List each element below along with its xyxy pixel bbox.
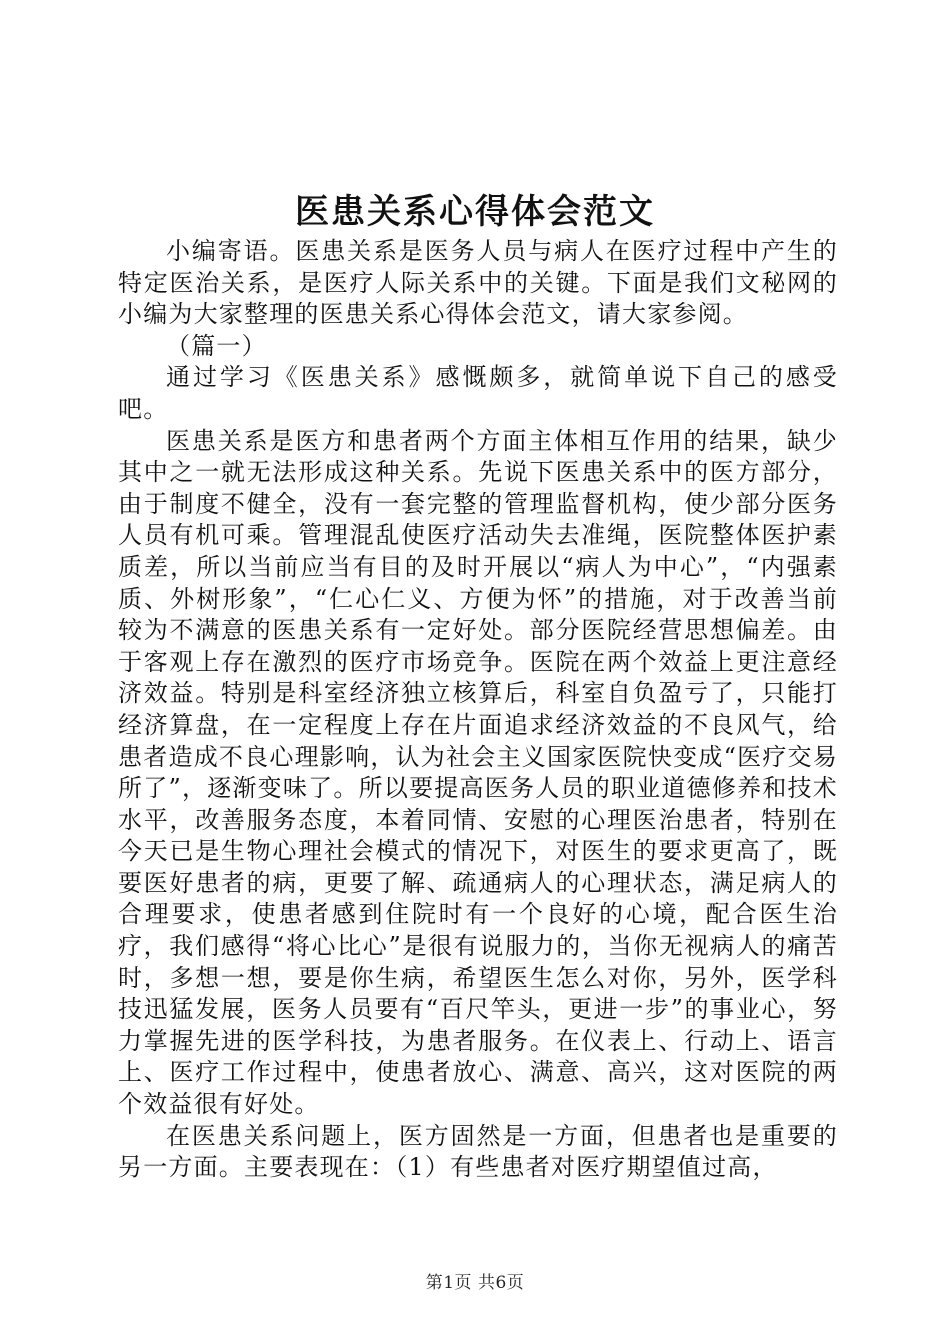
document-title: 医患关系心得体会范文 — [295, 192, 655, 232]
paragraph-main: 医患关系是医方和患者两个方面主体相互作用的结果，缺少其中之一就无法形成这种关系。先说下医患关系中的医方部分，由于制度不健全，没有一套完整的管理监督机构，使少部分医务人员有机可乘。管理混乱使医疗活动失去准绳，医院整体医护素质差，所以当前应当有目的及时开展以“病人为中心”，“内强素质、外树形象”，“仁心仁义、方便为怀”的措施，对于改善当前较为不满意的医患关系有一定好处。部分医院经营思想偏差。由于客观上存在激烈的医疗市场竞争。医院在两个效益上更注意经济效益。特别是科室经济独立核算后，科室自负盈亏了，只能打经济算盘，在一定程度上存在片面追求经济效益的不良风气，给患者造成不良心理影响，认为社会主义国家医院快变成“医疗交易所了”，逐渐变味了。所以要提高医务人员的职业道德修养和技术水平，改善服务态度，本着同情、安慰的心理医治患者，特别在今天已是生物心理社会模式的情况下，对医生的要求更高了，既要医好患者的病，更要了解、疏通病人的心理状态，满足病人的合理要求，使患者感到住院时有一个良好的心境，配合医生治疗，我们感得“将心比心”是很有说服力的，当你无视病人的痛苦时，多想一想，要是你生病，希望医生怎么对你，另外，医学科技迅猛发展，医务人员要有“百尺竿头，更进一步”的事业心，努力掌握先进的医学科技，为患者服务。在仪表上、行动上、语言上、医疗工作过程中，使患者放心、满意、高兴，这对医院的两个效益很有好处。 — [118, 426, 838, 1119]
paragraph-section-heading: （篇一） — [166, 331, 267, 360]
paragraph-patient-side: 在医患关系问题上，医方固然是一方面，但患者也是重要的另一方面。主要表现在：（1）有些患者对医疗期望值过高， — [118, 1121, 838, 1182]
document-body — [118, 236, 838, 1184]
paragraph-intro: 小编寄语。医患关系是医务人员与病人在医疗过程中产生的特定医治关系，是医疗人际关系中的关键。下面是我们文秘网的小编为大家整理的医患关系心得体会范文，请大家参阅。 — [118, 237, 838, 329]
page-footer: 第1页 共6页 — [425, 1273, 525, 1293]
paragraph-opening: 通过学习《医患关系》感慨颇多，就简单说下自己的感受吧。 — [118, 363, 838, 423]
